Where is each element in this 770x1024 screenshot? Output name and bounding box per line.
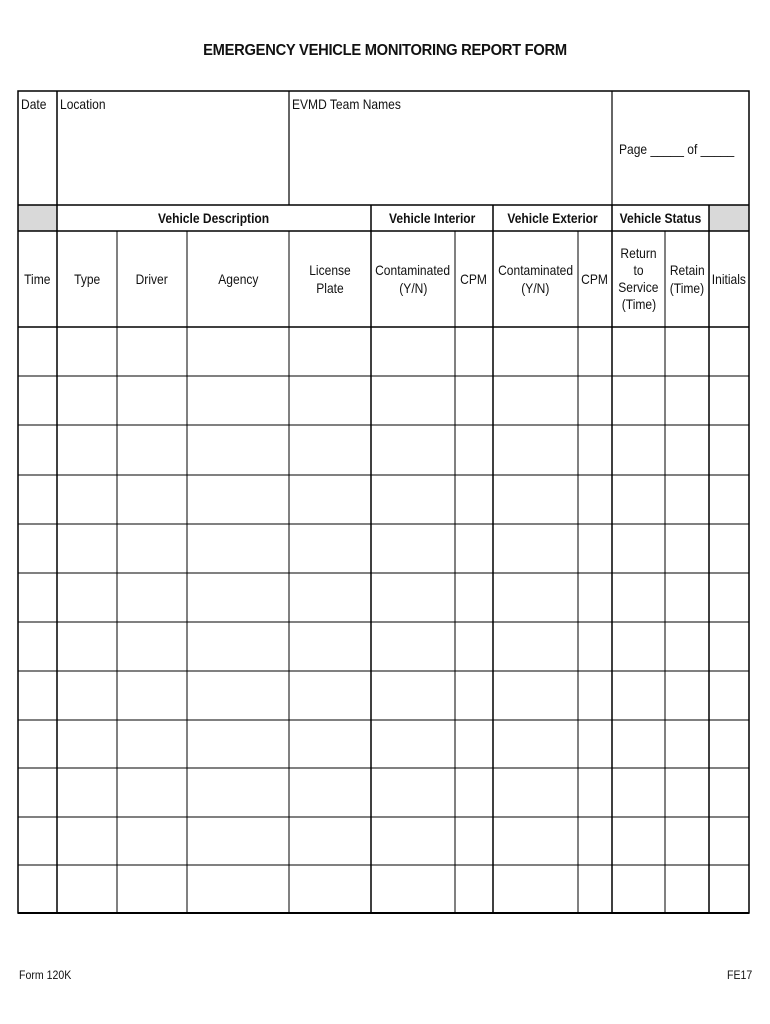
form-code: FE17 (727, 968, 753, 982)
table-row[interactable] (18, 573, 749, 622)
group-vehicle-status: Vehicle Status (619, 210, 702, 226)
table-row[interactable] (18, 524, 749, 573)
team-names-label: EVMD Team Names (292, 96, 401, 112)
col-license-plate: License Plate (309, 262, 351, 296)
table-row[interactable] (18, 327, 749, 376)
col-time: Time (24, 271, 51, 287)
table-row[interactable] (18, 671, 749, 720)
table-row[interactable] (18, 865, 749, 913)
table-row[interactable] (18, 425, 749, 475)
form-number: Form 120K (19, 968, 72, 982)
table-row[interactable] (18, 817, 749, 865)
col-interior-cpm: CPM (460, 271, 488, 287)
col-exterior-contaminated: Contaminated (Y/N) (498, 262, 573, 296)
table-row[interactable] (18, 768, 749, 817)
table-row[interactable] (18, 475, 749, 524)
form-title: EMERGENCY VEHICLE MONITORING REPORT FORM (203, 42, 567, 59)
col-type: Type (73, 271, 101, 287)
col-initials: Initials (711, 271, 747, 287)
date-label: Date (21, 96, 47, 112)
group-vehicle-exterior: Vehicle Exterior (507, 210, 598, 226)
group-vehicle-description: Vehicle Description (158, 210, 270, 226)
page-counter-label: Page _____ of _____ (619, 141, 735, 157)
col-retain: Retain (Time) (669, 262, 705, 296)
table-row[interactable] (18, 376, 749, 425)
col-agency: Agency (217, 271, 259, 287)
col-driver: Driver (135, 271, 169, 287)
col-return-to-service: Return to Service (Time) (618, 245, 659, 312)
col-interior-contaminated: Contaminated (Y/N) (375, 262, 451, 296)
col-exterior-cpm: CPM (581, 271, 609, 287)
table-row[interactable] (18, 622, 749, 671)
table-row[interactable] (18, 720, 749, 768)
location-label: Location (60, 96, 106, 112)
group-vehicle-interior: Vehicle Interior (388, 210, 476, 226)
